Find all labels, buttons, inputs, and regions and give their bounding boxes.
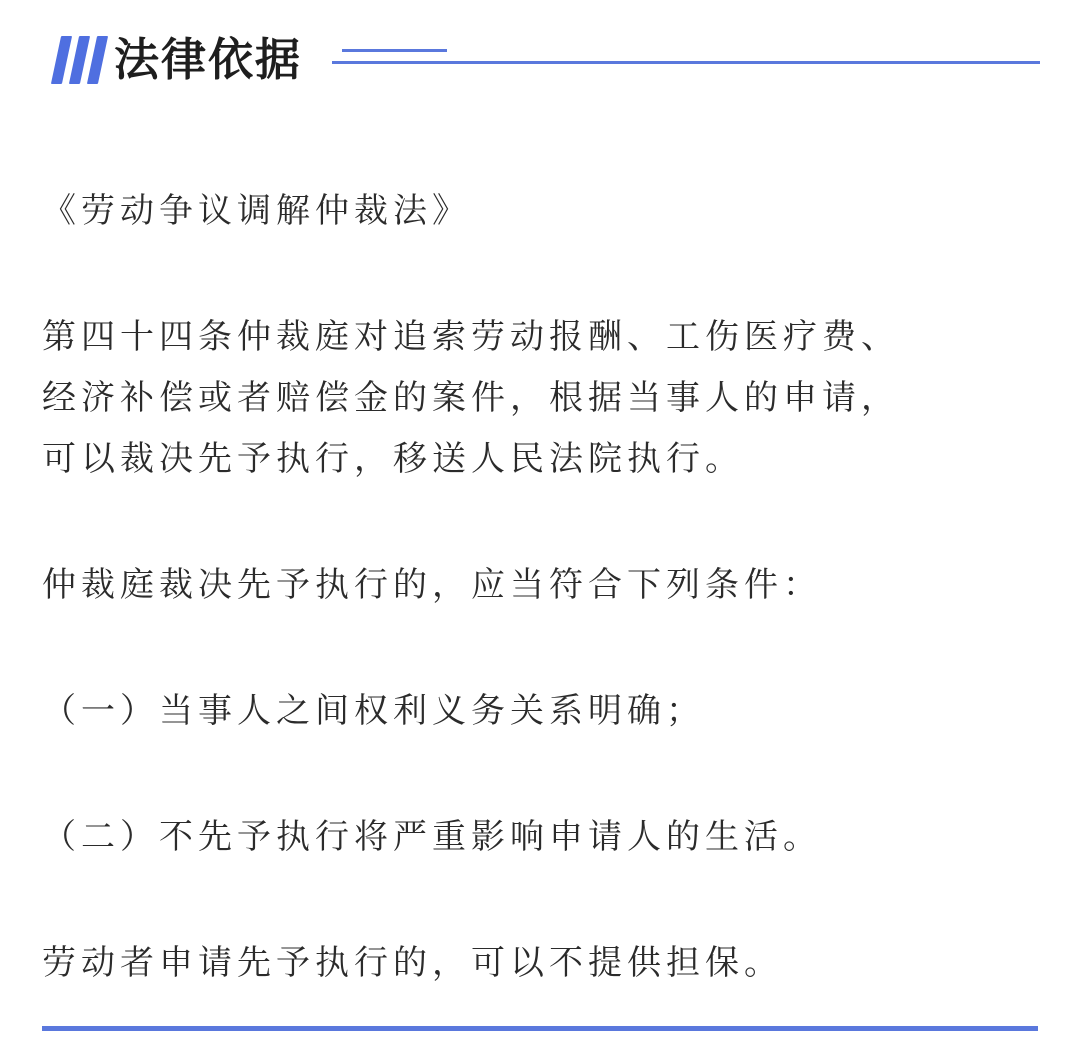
condition-item-1: （一）当事人之间权利义务关系明确； <box>42 691 705 731</box>
closing-statement: 劳动者申请先予执行的，可以不提供担保。 <box>42 943 783 983</box>
article-line-3: 可以裁决先予执行，移送人民法院执行。 <box>42 439 744 479</box>
footer-divider <box>42 1026 1038 1031</box>
law-title: 《劳动争议调解仲裁法》 <box>42 191 471 231</box>
condition-item-2: （二）不先予执行将严重影响申请人的生活。 <box>42 817 822 857</box>
header-stripes-icon <box>52 36 106 84</box>
article-line-2: 经济补偿或者赔偿金的案件，根据当事人的申请， <box>42 378 900 418</box>
header-decor-line-short <box>342 49 447 52</box>
article-line-1: 第四十四条仲裁庭对追索劳动报酬、工伤医疗费、 <box>42 317 900 357</box>
section-title: 法律依据 <box>114 33 303 86</box>
header-decor-line-long <box>332 61 1040 64</box>
conditions-intro: 仲裁庭裁决先予执行的，应当符合下列条件： <box>42 565 822 605</box>
section-header <box>52 30 1042 90</box>
